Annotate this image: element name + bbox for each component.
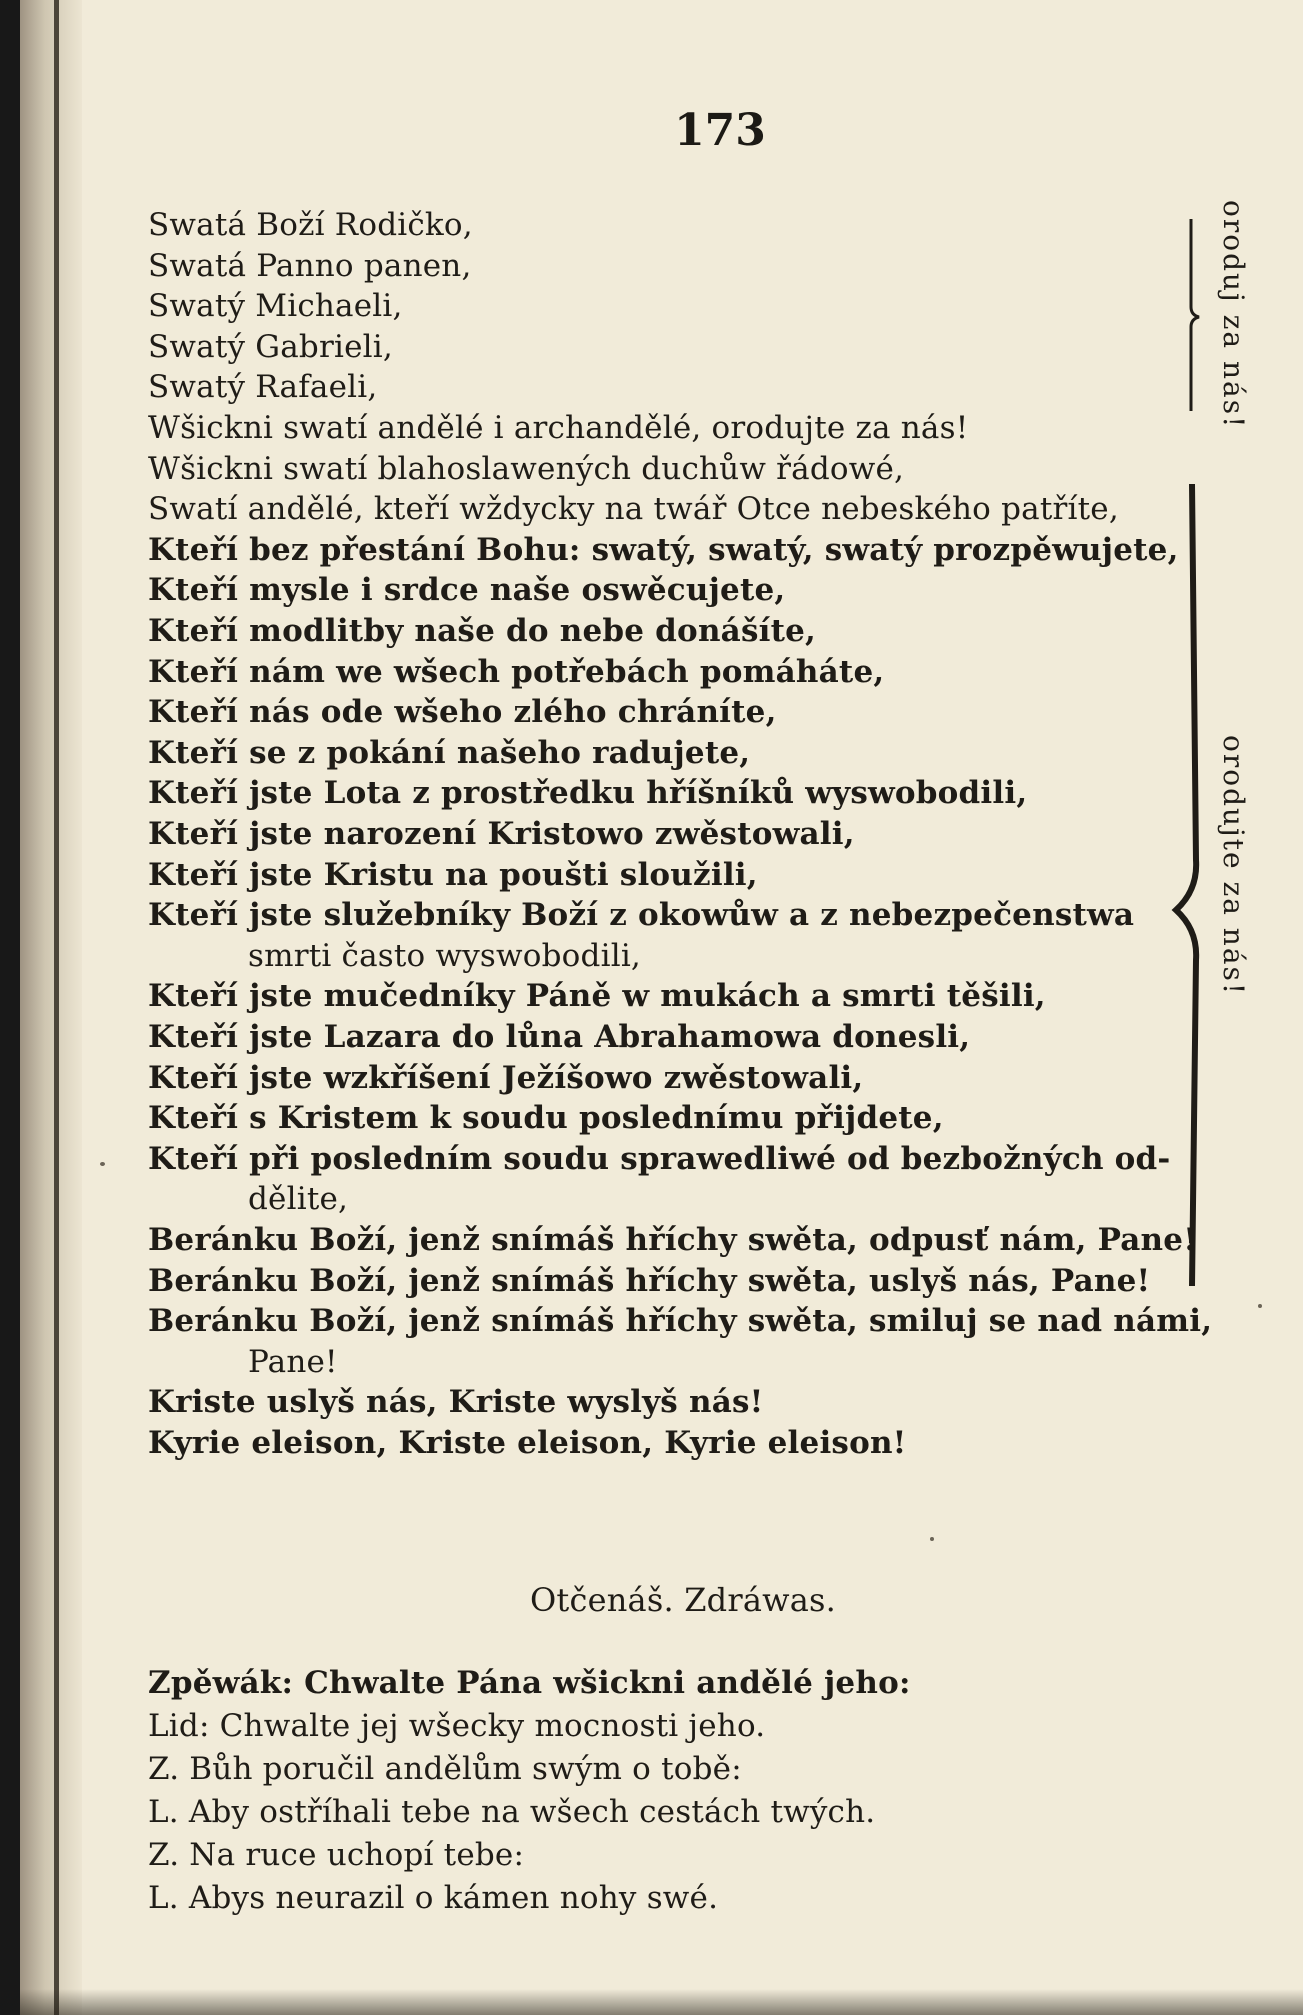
text-line: Swatá Panno panen, [148, 248, 472, 284]
text-line: Kteří jste služebníky Boží z okowůw a z nebezpečenstwa [148, 897, 1135, 933]
text-line: Kteří jste mučedníky Páně w mukách a smrti těšili, [148, 978, 1046, 1014]
text-line: Kteří jste Lota z prostředku hříšníků wyswobodili, [148, 775, 1028, 811]
text-line: Kteří jste Kristu na poušti sloužili, [148, 857, 758, 893]
page-bottom-shadow [20, 1989, 1303, 2015]
text-line: Kteří se z pokání našeho radujete, [148, 735, 751, 771]
paper-speck [930, 1537, 934, 1541]
text-line: smrti často wyswobodili, [248, 938, 641, 974]
side-label-upper: oroduj za nás! [1217, 200, 1250, 430]
paper-speck [100, 1162, 105, 1166]
binding-line [54, 0, 59, 2015]
text-line: Wšickni swatí blahoslawených duchůw řádowé, [148, 451, 905, 487]
text-line: Kteří mysle i srdce naše oswěcujete, [148, 572, 786, 608]
text-line: Kteří nám we wšech potřebách pomáháte, [148, 654, 885, 690]
text-line: Pane! [248, 1344, 338, 1380]
text-line: dělite, [248, 1181, 349, 1217]
text-line: Swatí andělé, kteří wždycky na twář Otce nebeského patříte, [148, 491, 1119, 527]
text-line: Beránku Boží, jenž snímáš hříchy swěta, smiluj se nad námi, [148, 1303, 1213, 1339]
text-line: Beránku Boží, jenž snímáš hříchy swěta, odpusť nám, Pane! [148, 1222, 1198, 1258]
text-line: Kteří jste narození Kristowo zwěstowali, [148, 816, 855, 852]
responsory-line: L. Aby ostříhali tebe na wšech cestách twých. [148, 1794, 876, 1830]
text-line: Wšickni swatí andělé i archandělé, orodujte za nás! [148, 410, 969, 446]
text-line: Kteří nás ode wšeho zlého chráníte, [148, 694, 777, 730]
text-line: Swatý Gabrieli, [148, 329, 393, 365]
responsory-line: Z. Na ruce uchopí tebe: [148, 1837, 525, 1873]
page-number: 173 [674, 105, 766, 156]
text-line: Swatý Michaeli, [148, 288, 403, 324]
text-line: Kriste uslyš nás, Kriste wyslyš nás! [148, 1384, 764, 1420]
text-line: Kyrie eleison, Kriste eleison, Kyrie eleison! [148, 1425, 907, 1461]
text-line: Kteří modlitby naše do nebe donášíte, [148, 613, 817, 649]
text-line: Kteří jste Lazara do lůna Abrahamowa donesli, [148, 1019, 971, 1055]
text-line: Kteří bez přestání Bohu: swatý, swatý, swatý prozpěwujete, [148, 532, 1179, 568]
responsory-line: L. Abys neurazil o kámen nohy swé. [148, 1880, 719, 1916]
text-line: Kteří jste wzkříšení Ježíšowo zwěstowali, [148, 1060, 864, 1096]
text-line: Kteří s Kristem k soudu poslednímu přijdete, [148, 1100, 944, 1136]
book-page [20, 0, 1303, 2015]
responsory-line: Z. Bůh poručil andělům swým o tobě: [148, 1751, 742, 1787]
page-gutter [20, 0, 82, 2015]
side-label-lower: orodujte za nás! [1217, 735, 1250, 997]
paper-speck [1258, 1304, 1262, 1308]
text-line: Kteří při posledním soudu sprawedliwé od bezbožných od- [148, 1141, 1171, 1177]
responsory-line: Zpěwák: Chwalte Pána wšickni andělé jeho: [148, 1665, 911, 1701]
text-line: Swatá Boží Rodičko, [148, 207, 473, 243]
responsory-line: Lid: Chwalte jej wšecky mocnosti jeho. [148, 1708, 766, 1744]
section-heading: Otčenáš. Zdráwas. [530, 1581, 836, 1619]
text-line: Swatý Rafaeli, [148, 369, 378, 405]
text-line: Beránku Boží, jenž snímáš hříchy swěta, uslyš nás, Pane! [148, 1263, 1151, 1299]
